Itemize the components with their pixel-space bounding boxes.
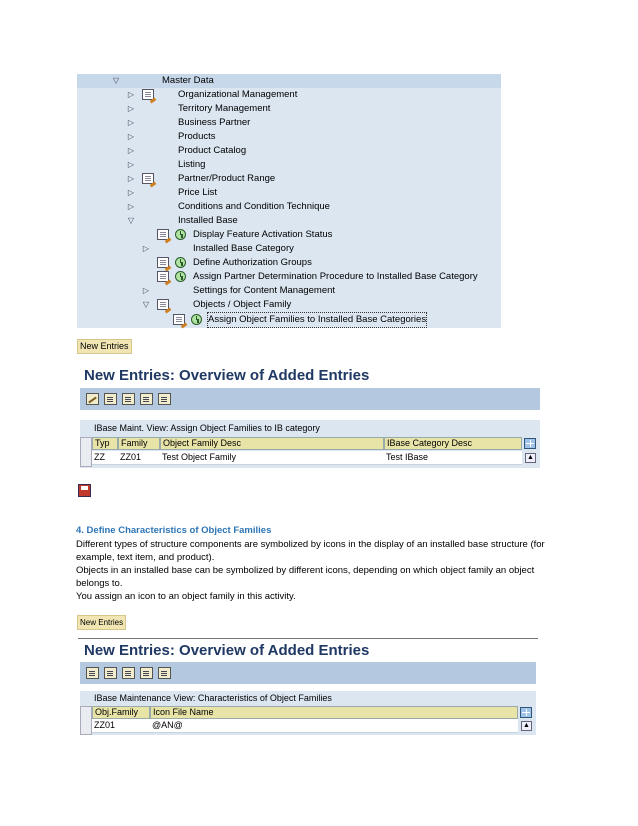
tree-node-sub-item[interactable]: Settings for Content Management xyxy=(193,285,336,296)
documentation-icon[interactable] xyxy=(157,271,169,282)
paragraph-line: You assign an icon to an object family in this activity. xyxy=(76,591,296,602)
collapse-arrow-icon[interactable]: ▽ xyxy=(142,300,150,309)
new-entries-button[interactable]: New Entries xyxy=(77,615,126,630)
toolbar xyxy=(80,662,536,684)
column-header-obj-family[interactable]: Obj.Family xyxy=(92,706,150,719)
copy-icon[interactable] xyxy=(104,393,117,405)
expand-arrow-icon[interactable]: ▷ xyxy=(127,188,135,197)
table-cell[interactable]: Test Object Family xyxy=(160,451,384,465)
section-heading: 4. Define Characteristics of Object Families xyxy=(76,525,272,536)
tree-node-item[interactable]: Organizational Management xyxy=(178,89,298,100)
expand-arrow-icon[interactable]: ▷ xyxy=(142,286,150,295)
tree-node-sub-item[interactable]: Define Authorization Groups xyxy=(193,257,312,268)
paragraph-line: Objects in an installed base can be symbolized by different icons, depending on which object family an object xyxy=(76,565,535,576)
divider xyxy=(78,638,538,639)
execute-clock-icon[interactable] xyxy=(175,257,186,268)
table-title: IBase Maint. View: Assign Object Families to IB category xyxy=(94,423,320,433)
column-header-typ[interactable]: Typ xyxy=(92,437,118,450)
column-header-family[interactable]: Family xyxy=(118,437,160,450)
documentation-icon[interactable] xyxy=(173,314,185,325)
table-cell[interactable]: @AN@ xyxy=(150,719,518,733)
tree-node-item[interactable]: Products xyxy=(178,131,216,142)
copy-icon[interactable] xyxy=(86,667,99,679)
section-body xyxy=(76,538,561,603)
table-settings-icon[interactable] xyxy=(520,707,532,718)
table-cell[interactable]: Test IBase xyxy=(384,451,522,465)
toolbar xyxy=(80,388,540,410)
page-title: New Entries: Overview of Added Entries xyxy=(84,642,370,659)
tree-node-item[interactable]: Territory Management xyxy=(178,103,271,114)
table-title: IBase Maintenance View: Characteristics of Object Families xyxy=(94,693,332,703)
execute-clock-icon[interactable] xyxy=(191,314,202,325)
execute-clock-icon[interactable] xyxy=(175,229,186,240)
table-settings-icon[interactable] xyxy=(524,438,536,449)
select-block-icon[interactable] xyxy=(140,667,153,679)
edit-pen-icon[interactable] xyxy=(86,393,99,405)
scroll-up-icon[interactable]: ▲ xyxy=(525,453,536,463)
new-entries-button[interactable]: New Entries xyxy=(77,339,132,354)
tree-node-sub-item[interactable]: Display Feature Activation Status xyxy=(193,229,333,240)
delete-icon[interactable] xyxy=(104,667,117,679)
tree-node-item[interactable]: Product Catalog xyxy=(178,145,247,156)
table-cell[interactable]: ZZ xyxy=(92,451,118,465)
tree-node-item[interactable]: Listing xyxy=(178,159,206,170)
expand-arrow-icon[interactable]: ▷ xyxy=(142,244,150,253)
expand-arrow-icon[interactable]: ▷ xyxy=(127,118,135,127)
paragraph-line: belongs to. xyxy=(76,578,123,589)
table-cell[interactable]: ZZ01 xyxy=(118,451,160,465)
tree-node-item[interactable]: Business Partner xyxy=(178,117,251,128)
expand-arrow-icon[interactable]: ▷ xyxy=(127,132,135,141)
deselect-icon[interactable] xyxy=(158,667,171,679)
save-icon[interactable] xyxy=(78,484,91,497)
tree-node-sub-item[interactable]: Installed Base Category xyxy=(193,243,294,254)
expand-arrow-icon[interactable]: ▷ xyxy=(127,146,135,155)
expand-arrow-icon[interactable]: ▷ xyxy=(127,202,135,211)
collapse-arrow-icon[interactable]: ▽ xyxy=(112,76,120,85)
tree-node-objects-family[interactable]: Objects / Object Family xyxy=(193,299,292,310)
tree-node-item[interactable]: Conditions and Condition Technique xyxy=(178,201,330,212)
execute-clock-icon[interactable] xyxy=(175,271,186,282)
tree-node-sub-item[interactable]: Assign Partner Determination Procedure to Installed Base Category xyxy=(193,271,478,282)
collapse-arrow-icon[interactable]: ▽ xyxy=(127,216,135,225)
expand-arrow-icon[interactable]: ▷ xyxy=(127,174,135,183)
customizing-tree xyxy=(77,74,501,328)
paragraph-line: Different types of structure components are symbolized by icons in the display of an installed base structure (for xyxy=(76,539,545,550)
row-selector-column[interactable] xyxy=(80,706,92,735)
table-object-family-characteristics xyxy=(80,691,536,735)
documentation-icon[interactable] xyxy=(157,229,169,240)
scroll-up-icon[interactable]: ▲ xyxy=(521,721,532,731)
tree-node-installed-base[interactable]: Installed Base xyxy=(178,215,238,226)
table-assign-object-families xyxy=(80,420,540,468)
page-title: New Entries: Overview of Added Entries xyxy=(84,367,370,384)
column-header-object-family-desc[interactable]: Object Family Desc xyxy=(160,437,384,450)
expand-arrow-icon[interactable]: ▷ xyxy=(127,104,135,113)
tree-node-master-data[interactable]: Master Data xyxy=(162,75,214,86)
documentation-icon[interactable] xyxy=(157,257,169,268)
deselect-icon[interactable] xyxy=(158,393,171,405)
select-all-icon[interactable] xyxy=(122,667,135,679)
documentation-icon[interactable] xyxy=(142,173,154,184)
select-all-icon[interactable] xyxy=(140,393,153,405)
expand-arrow-icon[interactable]: ▷ xyxy=(127,160,135,169)
documentation-icon[interactable] xyxy=(157,299,169,310)
tree-node-item[interactable]: Price List xyxy=(178,187,218,198)
delete-icon[interactable] xyxy=(122,393,135,405)
row-selector-column[interactable] xyxy=(80,437,92,467)
tree-node-selected[interactable]: Assign Object Families to Installed Base Categories xyxy=(208,314,427,325)
tree-node-item[interactable]: Partner/Product Range xyxy=(178,173,276,184)
expand-arrow-icon[interactable]: ▷ xyxy=(127,90,135,99)
table-cell[interactable]: ZZ01 xyxy=(92,719,150,733)
column-header-ibase-category-desc[interactable]: IBase Category Desc xyxy=(384,437,522,450)
tree-header-row xyxy=(77,74,501,88)
paragraph-line: example, text item, and product). xyxy=(76,552,215,563)
column-header-icon-file-name[interactable]: Icon File Name xyxy=(150,706,518,719)
documentation-icon[interactable] xyxy=(142,89,154,100)
